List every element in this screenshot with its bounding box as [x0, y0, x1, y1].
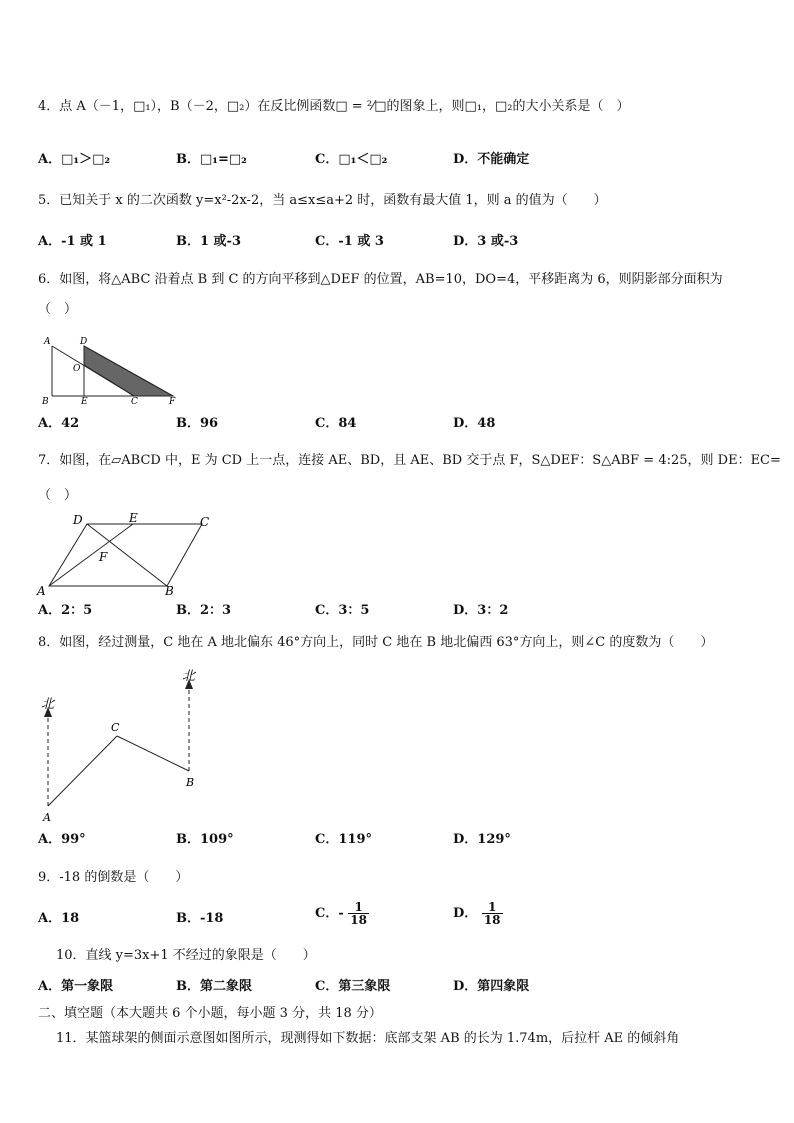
q4-option-a[interactable]: A．□₁＞□₂: [38, 152, 111, 167]
label-D: D: [80, 337, 88, 347]
q6-option-d[interactable]: D．48: [453, 416, 496, 431]
q7-option-a[interactable]: A．2：5: [38, 603, 93, 618]
q9-option-c[interactable]: [315, 901, 369, 926]
q8-option-c[interactable]: C．119°: [315, 832, 372, 847]
q10-option-a[interactable]: A．第一象限: [38, 979, 114, 994]
q10-option-d[interactable]: D．第四象限: [453, 979, 530, 994]
q7-option-d[interactable]: D．3：2: [453, 603, 509, 618]
label-B: B: [42, 397, 49, 405]
north-label-a: 北: [41, 697, 55, 712]
q11-stem: 11．某篮球架的侧面示意图如图所示，现测得如下数据：底部支架 AB 的长为 1.74m，后拉杆 AE 的倾斜角: [56, 1031, 680, 1046]
q6-translation-figure: [38, 333, 188, 405]
q9-option-a[interactable]: A．18: [38, 911, 80, 926]
q9-option-c-fraction: [348, 901, 369, 926]
q5-option-a[interactable]: A．-1 或 1: [38, 234, 107, 249]
label-A: A: [44, 337, 51, 347]
section-heading-fill-in: 二、填空题（本大题共 6 个小题，每小题 3 分，共 18 分）: [38, 1006, 382, 1021]
q6-stem: 6．如图，将△ABC 沿着点 B 到 C 的方向平移到△DEF 的位置，AB=10，DO=4，平移距离为 6，则阴影部分面积为: [38, 272, 723, 287]
label-B: B: [165, 584, 174, 598]
q9-option-c-label: C．-: [315, 906, 344, 921]
q8-stem: 8．如图，经过测量，C 地在 A 地北偏东 46°方向上，同时 C 地在 B 地北偏西 63°方向上，则∠C 的度数为（ ）: [38, 635, 714, 650]
label-C: C: [131, 397, 138, 405]
q9-option-b[interactable]: B．-18: [176, 911, 224, 926]
q7-stem-bracket: （ ）: [38, 488, 78, 503]
fraction-numerator: 1: [348, 901, 369, 914]
q9-option-d-fraction: [482, 901, 503, 926]
label-O: O: [73, 364, 81, 374]
q10-option-b[interactable]: B．第二象限: [176, 979, 252, 994]
fraction-numerator: 1: [482, 901, 503, 914]
label-A: A: [43, 811, 51, 824]
q8-option-d[interactable]: D．129°: [453, 832, 511, 847]
q10-stem: 10．直线 y=3x+1 不经过的象限是（ ）: [56, 948, 316, 963]
label-E: E: [81, 397, 88, 405]
q5-option-b[interactable]: B．1 或-3: [176, 234, 242, 249]
q6-option-c[interactable]: C．84: [315, 416, 357, 431]
q7-parallelogram-figure: [32, 510, 222, 598]
q7-option-b[interactable]: B．2：3: [176, 603, 232, 618]
q4-option-d[interactable]: D．不能确定: [453, 152, 530, 167]
label-E: E: [129, 511, 138, 525]
q6-option-b[interactable]: B．96: [176, 416, 219, 431]
q8-bearing-figure: [34, 663, 214, 833]
label-C: C: [200, 515, 210, 529]
label-B: B: [186, 776, 195, 789]
q9-option-d[interactable]: [453, 901, 503, 926]
q5-option-c[interactable]: C．-1 或 3: [315, 234, 384, 249]
q6-option-a[interactable]: A．42: [38, 416, 80, 431]
q7-option-c[interactable]: C．3：5: [315, 603, 370, 618]
north-label-b: 北: [182, 669, 196, 684]
q8-option-a[interactable]: A．99°: [38, 832, 86, 847]
label-C: C: [111, 721, 120, 734]
q7-stem: 7．如图，在▱ABCD 中，E 为 CD 上一点，连接 AE、BD，且 AE、BD 交于点 F，S△DEF：S△ABF = 4:25，则 DE：EC=: [38, 453, 781, 468]
q6-stem-bracket: （ ）: [38, 302, 78, 317]
q5-stem: 5．已知关于 x 的二次函数 y=x²-2x-2，当 a≤x≤a+2 时，函数有最大值 1，则 a 的值为（ ）: [38, 193, 607, 208]
label-F: F: [99, 550, 108, 564]
label-F: F: [169, 397, 176, 405]
q4-option-c[interactable]: C．□₁＜□₂: [315, 152, 388, 167]
fraction-denominator: 18: [483, 913, 501, 927]
q10-option-c[interactable]: C．第三象限: [315, 979, 391, 994]
q4-stem: 4．点 A（－1，□₁），B（－2，□₂）在反比例函数□ = ²⁄□的图象上，则□₁，□₂的大小关系是（ ）: [38, 99, 630, 114]
q8-option-b[interactable]: B．109°: [176, 832, 234, 847]
q9-stem: 9．-18 的倒数是（ ）: [38, 870, 189, 885]
q9-option-d-label: D．: [453, 906, 478, 921]
fraction-denominator: 18: [350, 913, 367, 927]
label-D: D: [73, 513, 83, 527]
q5-option-d[interactable]: D．3 或-3: [453, 234, 519, 249]
q4-option-b[interactable]: B．□₁=□₂: [176, 152, 247, 167]
label-A: A: [37, 584, 46, 598]
